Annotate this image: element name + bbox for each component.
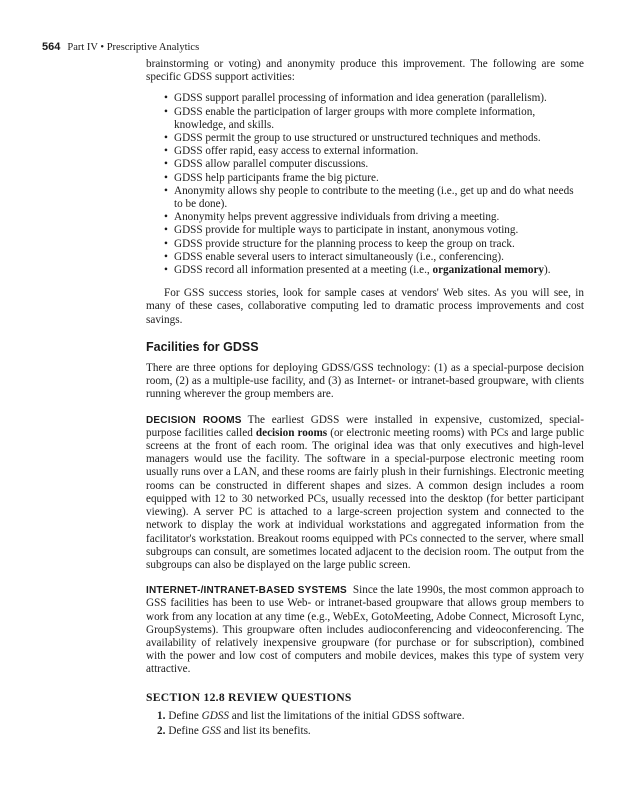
review-question: 1. Define GDSS and list the limitations of the initial GDSS software. — [157, 709, 465, 722]
list-item: • GDSS enable several users to interact simultaneously (i.e., conferencing). — [164, 250, 504, 263]
list-item: • GDSS provide structure for the planning process to keep the group on track. — [164, 237, 515, 250]
bullet-icon: • — [164, 158, 168, 171]
list-item: • GDSS support parallel processing of information and idea generation (parallelism). — [164, 92, 547, 105]
list-item: • GDSS record all information presented at a meeting (i.e., organizational memory). — [164, 264, 551, 277]
bullet-icon: • — [164, 237, 168, 250]
list-item: • GDSS offer rapid, easy access to external information. — [164, 145, 419, 158]
internet-systems-paragraph: INTERNET-/INTRANET-BASED SYSTEMS Since the late 1990s, the most common approach to GSS facilities has been to use Web- or intranet-based groupware that allows group members to work from any location at any time (e.g., WebEx, GotoMeeting, Adobe Connect, Microsoft Lync, GroupSystems). This groupware often includes audioconferencing and videoconferencing. The availability of relatively inexpensive groupware (for purchase or for subscription), combined with the power and low cost of computers and mobile devices, makes this type of system very attractive. — [146, 584, 584, 676]
review-questions-list — [146, 710, 584, 738]
bullet-icon: • — [164, 224, 168, 237]
bullet-icon: • — [164, 105, 168, 118]
bullet-icon: • — [164, 264, 168, 277]
bullet-icon: • — [164, 92, 168, 105]
facilities-intro-paragraph: There are three options for deploying GDSS/GSS technology: (1) as a special-purpose decision room, (2) as a multiple-use facility, and (3) as Internet- or intranet-based groupware, with clients running wherever the group members are. — [146, 362, 584, 401]
page-number: 564 — [42, 41, 61, 53]
gdss-activities-list — [146, 92, 584, 277]
running-head — [42, 41, 199, 53]
list-item: • GDSS allow parallel computer discussions. — [164, 158, 369, 171]
list-item: • GDSS provide for multiple ways to participate in instant, anonymous voting. — [164, 224, 519, 237]
bullet-icon: • — [164, 132, 168, 145]
key-term: organizational memory — [432, 264, 545, 277]
section-heading: Facilities for GDSS — [146, 339, 259, 354]
bullet-icon: • — [164, 171, 168, 184]
running-head-section: Part IV • Prescriptive Analytics — [67, 42, 200, 53]
intro-paragraph: brainstorming or voting) and anonymity produce this improvement. The following are some specific GDSS support activities: — [146, 58, 584, 84]
bullet-icon: • — [164, 250, 168, 263]
body-text — [146, 58, 584, 740]
bullet-icon: • — [164, 211, 168, 224]
runin-heading: INTERNET-/INTRANET-BASED SYSTEMS — [146, 585, 347, 597]
list-item: • Anonymity helps prevent aggressive individuals from driving a meeting. — [164, 211, 500, 224]
decision-rooms-paragraph: DECISION ROOMS The earliest GDSS were installed in expensive, customized, special-purpose facilities called decision rooms (or electronic meeting rooms) with PCs and large public screens at the front of each room. The original idea was that only executives and high-level managers would use the facility. The software in a special-purpose electronic meeting room usually runs over a LAN, and these rooms are fairly plush in their furnishings. Electronic meeting rooms can be constructed in different shapes and sizes. A common design includes a room equipped with 12 to 30 networked PCs, usually recessed into the desktop (for better participant viewing). A server PC is attached to a large-screen projection system and connected to the network to display the work at individual workstations and aggregated information from the facilitator's workstation. Breakout rooms equipped with PCs connected to the server, where small subgroups can consult, are sometimes located adjacent to the decision room. The output from the subgroups can also be displayed on the large public screen. — [146, 413, 585, 571]
list-item: • GDSS permit the group to use structured or unstructured techniques and methods. — [164, 132, 541, 145]
review-question: 2. Define GSS and list its benefits. — [157, 724, 311, 737]
list-item: • GDSS help participants frame the big picture. — [164, 171, 379, 184]
success-stories-paragraph: For GSS success stories, look for sample cases at vendors' Web sites. As you will see, in many of these cases, collaborative computing led to dramatic process improvements and cost savings. — [146, 287, 584, 326]
review-heading: SECTION 12.8 REVIEW QUESTIONS — [146, 690, 352, 704]
runin-heading: DECISION ROOMS — [146, 414, 242, 426]
bullet-icon: • — [164, 184, 168, 197]
list-item: • Anonymity allows shy people to contribute to the meeting (i.e., get up and do what needs to be done). — [164, 184, 574, 211]
key-term: decision rooms — [255, 426, 328, 439]
list-item: • GDSS enable the participation of larger groups with more complete information, knowledge, and skills. — [164, 105, 536, 131]
bullet-icon: • — [164, 145, 168, 158]
